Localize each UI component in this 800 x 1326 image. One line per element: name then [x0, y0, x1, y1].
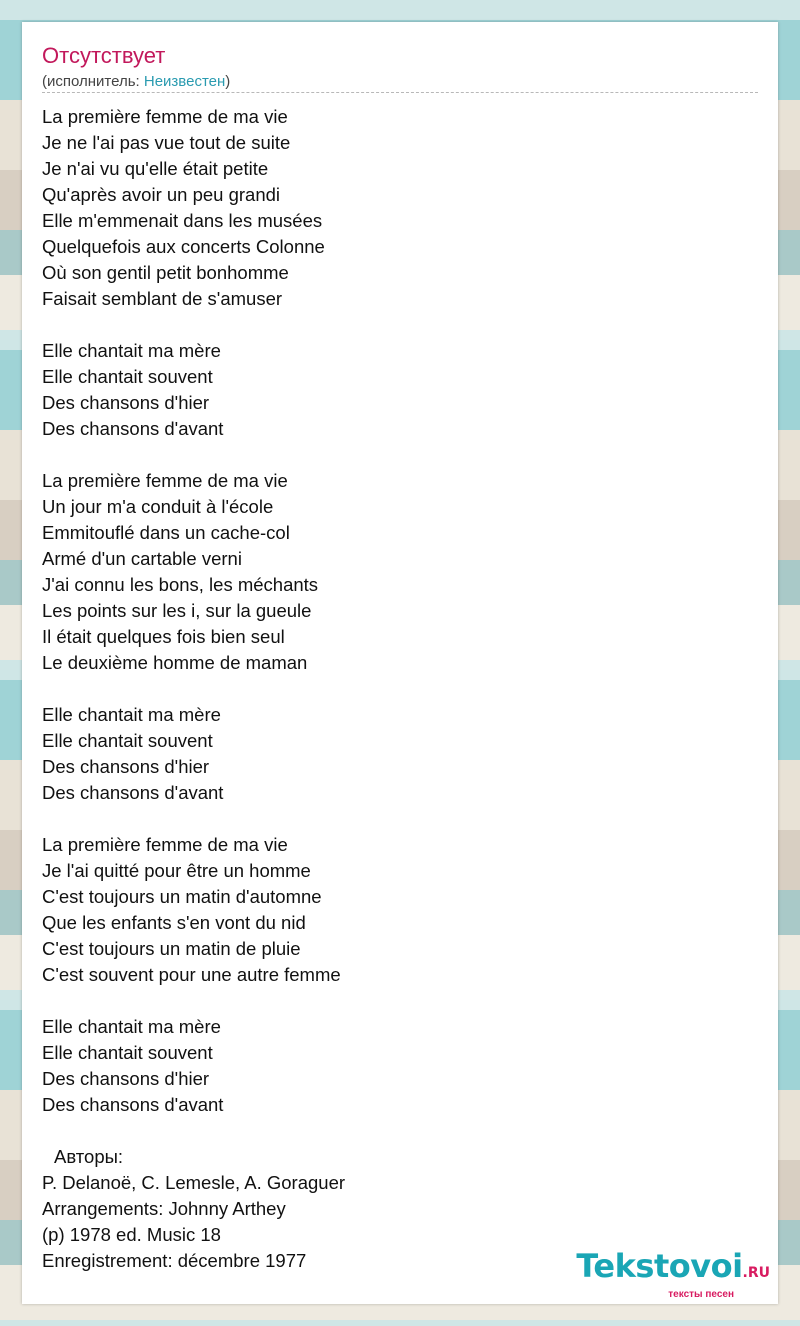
performer-prefix: (исполнитель: — [42, 73, 144, 90]
credit-line: Arrangements: Johnny Arthey — [42, 1198, 286, 1219]
song-title: Отсутствует — [42, 43, 166, 68]
lyric-line: Qu'après avoir un peu grandi — [42, 184, 281, 205]
lyric-line: Elle m'emmenait dans les musées — [42, 210, 323, 231]
stanza-gap — [42, 988, 345, 1014]
lyric-line: La première femme de ma vie — [42, 834, 288, 855]
lyric-line: Les points sur les i, sur la gueule — [42, 600, 312, 621]
lyric-line: Elle chantait souvent — [42, 730, 213, 751]
lyric-line: Des chansons d'hier — [42, 1068, 210, 1089]
stanza-gap — [42, 1118, 345, 1144]
logo-name: Tekstovoi — [576, 1247, 743, 1285]
lyric-line: Elle chantait ma mère — [42, 704, 221, 725]
stanza-gap — [42, 676, 345, 702]
stanza-gap — [42, 442, 345, 468]
credit-line: Enregistrement: décembre 1977 — [42, 1250, 307, 1271]
lyric-line: Elle chantait souvent — [42, 1042, 213, 1063]
lyric-line: La première femme de ma vie — [42, 470, 288, 491]
logo-wordmark — [576, 1249, 770, 1290]
stanza-gap — [42, 312, 345, 338]
lyric-line: J'ai connu les bons, les méchants — [42, 574, 319, 595]
lyric-line: Elle chantait ma mère — [42, 340, 221, 361]
stanza-gap — [42, 806, 345, 832]
performer-line — [42, 72, 230, 92]
lyric-line: Quelquefois aux concerts Colonne — [42, 236, 325, 257]
lyric-line: Emmitouflé dans un cache-col — [42, 522, 290, 543]
logo-domain: .RU — [742, 1265, 770, 1281]
credit-line: (p) 1978 ed. Music 18 — [42, 1224, 221, 1245]
lyric-line: Il était quelques fois bien seul — [42, 626, 285, 647]
lyric-line: Des chansons d'avant — [42, 1094, 224, 1115]
performer-link[interactable]: Неизвестен — [143, 73, 226, 90]
dashed-divider — [42, 92, 758, 93]
lyric-line: Faisait semblant de s'amuser — [42, 288, 283, 309]
lyric-line: Des chansons d'avant — [42, 782, 224, 803]
lyric-line: C'est souvent pour une autre femme — [42, 964, 341, 985]
performer-suffix: ) — [225, 73, 231, 90]
lyric-line: Un jour m'a conduit à l'école — [42, 496, 274, 517]
lyrics-text — [42, 104, 345, 1274]
lyric-line: C'est toujours un matin d'automne — [42, 886, 322, 907]
logo-tagline: тексты песен — [668, 1289, 734, 1300]
lyric-line: C'est toujours un matin de pluie — [42, 938, 301, 959]
lyric-line: Que les enfants s'en vont du nid — [42, 912, 306, 933]
lyric-line: Des chansons d'hier — [42, 756, 210, 777]
lyric-line: Où son gentil petit bonhomme — [42, 262, 289, 283]
site-logo[interactable] — [576, 1249, 770, 1300]
lyric-line: Des chansons d'avant — [42, 418, 224, 439]
lyric-line: Elle chantait souvent — [42, 366, 213, 387]
lyric-line: Je n'ai vu qu'elle était petite — [42, 158, 269, 179]
lyric-line: Je ne l'ai pas vue tout de suite — [42, 132, 291, 153]
lyrics-card — [22, 22, 778, 1304]
credit-line: P. Delanoë, C. Lemesle, A. Goraguer — [42, 1172, 346, 1193]
lyric-line: Je l'ai quitté pour être un homme — [42, 860, 311, 881]
lyric-line: Des chansons d'hier — [42, 392, 210, 413]
lyric-line: La première femme de ma vie — [42, 106, 288, 127]
authors-label: Авторы: — [54, 1146, 124, 1167]
lyric-line: Elle chantait ma mère — [42, 1016, 221, 1037]
lyric-line: Le deuxième homme de maman — [42, 652, 308, 673]
lyric-line: Armé d'un cartable verni — [42, 548, 242, 569]
